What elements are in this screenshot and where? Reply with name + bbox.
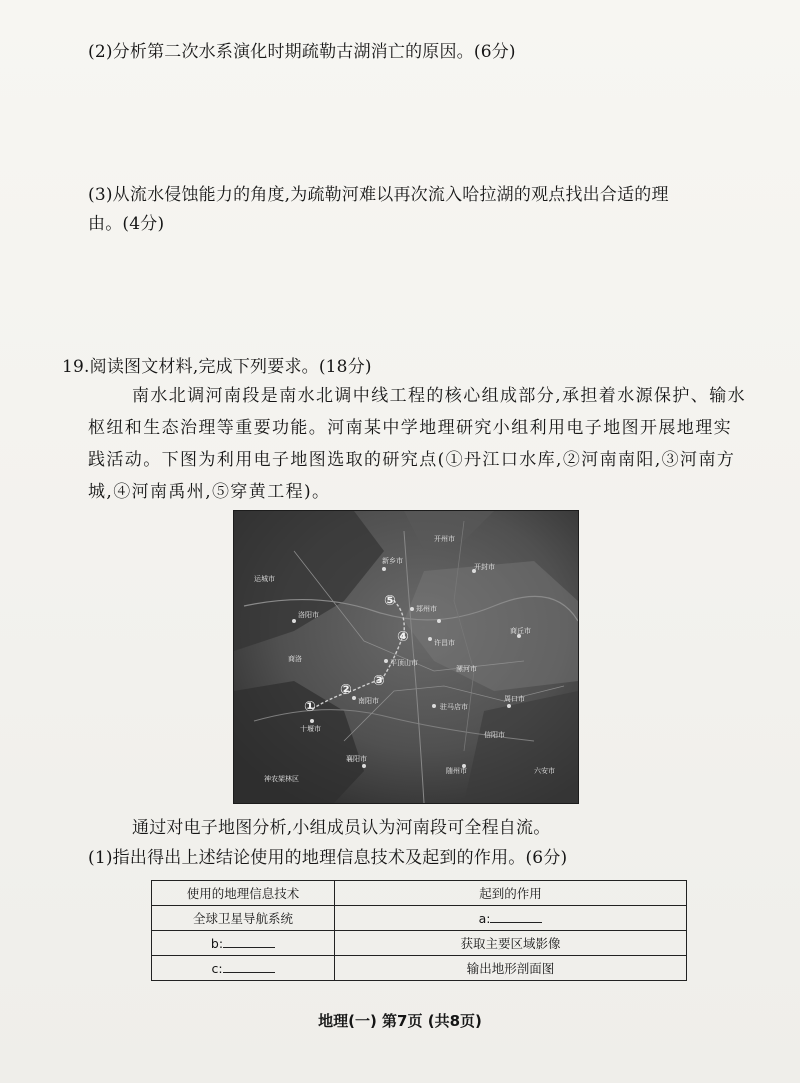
map-label-xinxiang: 新乡市 <box>382 557 403 565</box>
map-label-pingdingshan: 平顶山市 <box>390 659 418 667</box>
map-label-zhoukou: 周口市 <box>504 695 525 703</box>
map-label-shangluo: 商洛 <box>288 655 302 663</box>
map-label-kaifeng: 开封市 <box>474 563 495 571</box>
answer-a-label: a: <box>478 911 491 926</box>
map-label-shangqiu: 商丘市 <box>510 627 531 635</box>
table-cell-tech <box>152 956 335 981</box>
map-label-yuncheng: 运城市 <box>254 575 275 583</box>
answer-b-label: b: <box>210 936 224 951</box>
question-19-after-map: 通过对电子地图分析,小组成员认为河南段可全程自流。 <box>132 818 551 838</box>
map-marker-4: ④ <box>397 629 409 645</box>
question-19-para-line1: 南水北调河南段是南水北调中线工程的核心组成部分,承担着水源保护、输水 <box>132 386 747 406</box>
map-label-xiangyang: 襄阳市 <box>346 755 367 763</box>
map-marker-1: ① <box>304 699 316 715</box>
page-footer: 地理(一) 第7页 (共8页) <box>318 1012 482 1030</box>
table-row <box>152 906 687 931</box>
table-header-effect: 起到的作用 <box>335 881 687 906</box>
satellite-map <box>233 510 579 804</box>
map-graphic <box>234 511 578 803</box>
question-19-para-line3: 践活动。下图为利用电子地图选取的研究点(①丹江口水库,②河南南阳,③河南方 <box>88 450 736 470</box>
map-label-luohe: 漯河市 <box>456 665 477 673</box>
question-19-header: 19.阅读图文材料,完成下列要求。(18分) <box>62 357 372 377</box>
table-header-tech: 使用的地理信息技术 <box>152 881 335 906</box>
question-19-para-line4: 城,④河南禹州,⑤穿黄工程)。 <box>88 482 331 502</box>
table-header-row <box>152 881 687 906</box>
map-label-kaizhou: 开州市 <box>434 535 455 543</box>
table-cell-tech <box>152 931 335 956</box>
table-row <box>152 956 687 981</box>
map-label-luan: 六安市 <box>534 767 555 775</box>
answer-blank-c[interactable] <box>223 960 275 973</box>
map-label-xuchang: 许昌市 <box>434 639 455 647</box>
map-label-shennongjia: 神农架林区 <box>264 775 299 783</box>
table-row <box>152 931 687 956</box>
map-label-luoyang: 洛阳市 <box>298 611 319 619</box>
table-cell-effect: 获取主要区域影像 <box>335 931 687 956</box>
map-label-xinyang: 信阳市 <box>484 731 505 739</box>
table-cell-effect <box>335 906 687 931</box>
map-label-zhengzhou: 郑州市 <box>416 605 437 613</box>
gis-technology-table <box>151 880 687 981</box>
question-19-para-line2: 枢纽和生态治理等重要功能。河南某中学地理研究小组利用电子地图开展地理实 <box>88 418 732 438</box>
map-label-zhumadian: 驻马店市 <box>440 703 468 711</box>
question-19-1: (1)指出得出上述结论使用的地理信息技术及起到的作用。(6分) <box>88 848 568 868</box>
answer-blank-b[interactable] <box>223 935 275 948</box>
map-marker-3: ③ <box>373 673 385 689</box>
map-marker-5: ⑤ <box>384 593 396 609</box>
table-cell-tech: 全球卫星导航系统 <box>152 906 335 931</box>
map-marker-2: ② <box>340 682 352 698</box>
question-18-3-line1: (3)从流水侵蚀能力的角度,为疏勒河难以再次流入哈拉湖的观点找出合适的理 <box>88 185 669 205</box>
table-cell-effect: 输出地形剖面图 <box>335 956 687 981</box>
answer-c-label: c: <box>211 961 223 976</box>
question-18-3-line2: 由。(4分) <box>88 214 165 234</box>
answer-blank-a[interactable] <box>490 910 542 923</box>
question-18-2: (2)分析第二次水系演化时期疏勒古湖消亡的原因。(6分) <box>88 42 516 62</box>
map-label-nanyang: 南阳市 <box>358 697 379 705</box>
map-label-suizhou: 随州市 <box>446 767 467 775</box>
map-label-shiyan: 十堰市 <box>300 725 321 733</box>
